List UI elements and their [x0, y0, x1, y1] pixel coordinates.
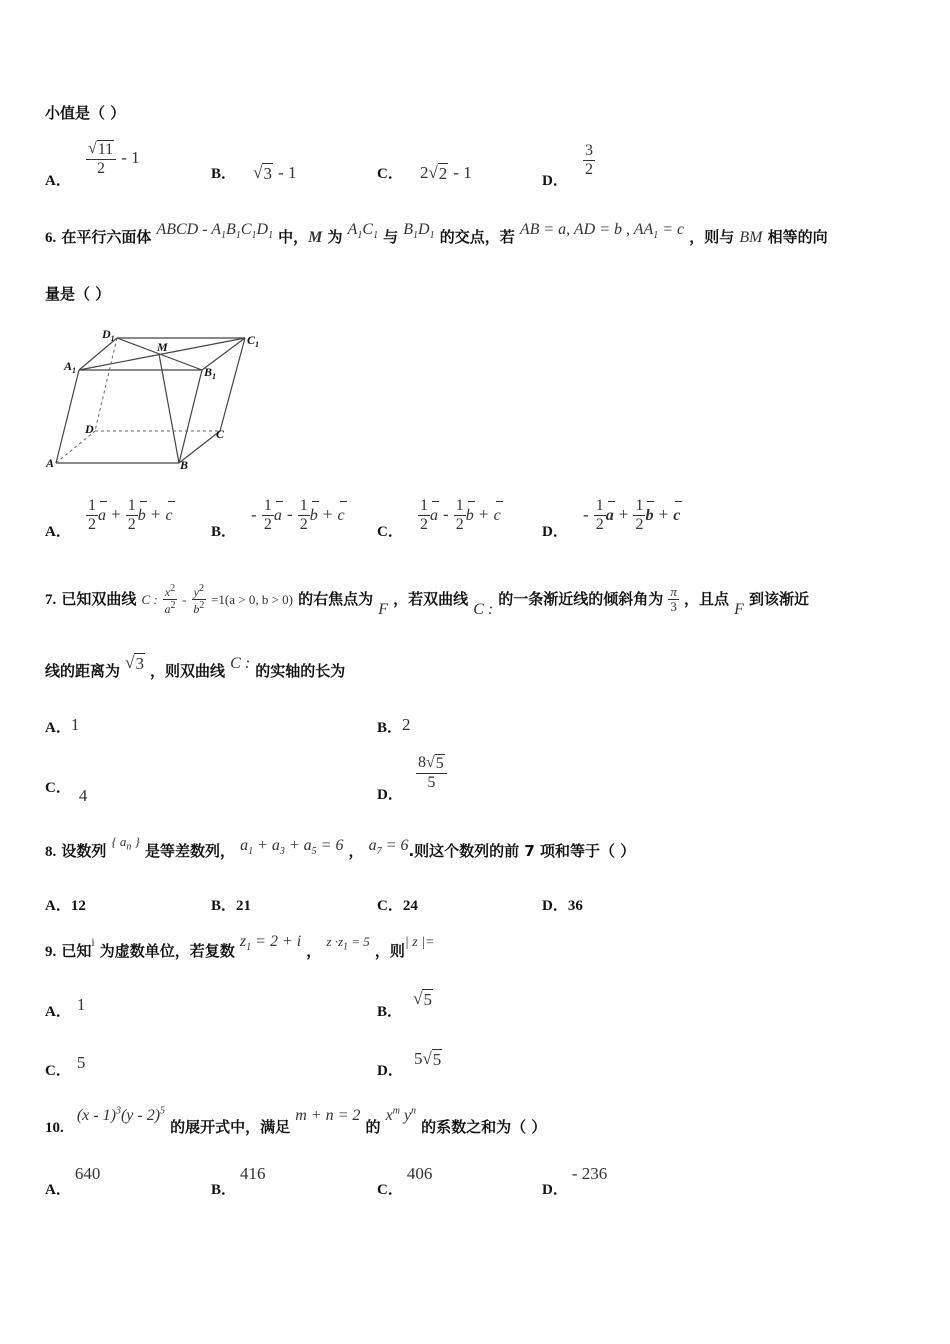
q6-option-b[interactable]: B． - $\frac{1}{2}$ a - $\frac{1}{2}$ b + c [211, 497, 345, 540]
q8-option-d[interactable]: D．36 [542, 898, 583, 914]
option-label: A． [45, 173, 71, 190]
label-a: A [46, 456, 55, 470]
q6-option-a[interactable]: A． $\frac{1}{2}$ a + $\frac{1}{2}$ b + c [45, 497, 173, 540]
label-b1: $B_1$ [204, 365, 217, 381]
edge-c1c [220, 338, 245, 431]
q10-option-a[interactable]: A．640 [45, 1164, 101, 1198]
label-c1: $C_1$ [247, 333, 260, 349]
edge-d1d-hidden [95, 338, 117, 431]
q8-option-a[interactable]: A．12 [45, 898, 86, 914]
label-d1: $D_1$ [102, 327, 115, 343]
edge-a1a [56, 370, 79, 463]
q7-stem: 7. 已知双曲线 C : $\frac{x^2}{a^2}$ - $\frac{y^2}{b^2}$ =1(a > 0, b > 0) 的右焦点为 F ，若双曲线 C : 的一条渐近线的倾斜角为 $\frac{\pi}{3}$ ，且点 F 到该渐近 [45, 583, 810, 619]
q6-option-c[interactable]: C． $\frac{1}{2}$ a - $\frac{1}{2}$ b + c [377, 497, 501, 540]
label-m: M [157, 340, 168, 354]
parallelepiped-figure [42, 325, 272, 475]
q9-option-a[interactable]: A． 1 [45, 995, 86, 1020]
label-c: C [216, 427, 225, 441]
q5-option-d[interactable]: D． $\frac{3}{2}$ [542, 142, 593, 189]
q6-stem-line2: 量是（ ） [45, 285, 111, 303]
q5-option-a[interactable]: A． √ 11 2 - 1 [45, 140, 140, 190]
label-d: D [85, 422, 94, 436]
q7-option-b[interactable]: B．2 [377, 715, 411, 736]
q10-option-d[interactable]: D．- 236 [542, 1164, 608, 1198]
q10-stem: 10. (x - 1)$^3$(y - 2)$^5$ 的展开式中，满足 m + n = 2 的 $x^m$ $y^n$ 的系数之和为（ ） [45, 1105, 547, 1136]
q7-option-d[interactable]: D． 8 √ 5 5 [377, 754, 447, 791]
q10-option-c[interactable]: C．406 [377, 1164, 433, 1198]
q5-option-c[interactable]: C． 2 √ 2 - 1 [377, 163, 472, 183]
q9-option-d[interactable]: D． 5 √ 5 [377, 1049, 442, 1079]
q7-stem-line2: 线的距离为 √ 3 ，则双曲线 C : 的实轴的长为 [45, 653, 346, 680]
q5-option-b[interactable]: B． √ 3 - 1 [211, 163, 297, 183]
q10-option-b[interactable]: B．416 [211, 1164, 266, 1198]
q8-stem: 8. 设数列 $^{\{ a_n \}}$ 是等差数列， $a_1 + a_3 + a_5 = 6$ ， $a_7 = 6$.则这个数列的前 7 项和等于（ ） [45, 834, 636, 860]
label-b: B [180, 458, 189, 472]
q6-option-d[interactable]: D． - $\frac{1}{2}$ a + $\frac{1}{2}$ b + c [542, 497, 681, 540]
edge-b1b [179, 370, 202, 463]
q9-option-c[interactable]: C． 5 [45, 1053, 86, 1079]
fraction: $\frac{3}{2}$ [584, 142, 593, 178]
q8-option-b[interactable]: B．21 [211, 898, 252, 914]
fraction: √ 11 2 [86, 140, 116, 177]
q5-stem-tail: 小值是（ ） [45, 104, 126, 122]
label-a1: $A_1$ [64, 359, 77, 375]
q9-option-b[interactable]: B． √ 5 [377, 989, 432, 1020]
q6-stem: 6. 在平行六面体 ABCD - $A_1B_1C_1D_1$ 中，M 为 $A_1C_1$ 与 $B_1D_1$ 的交点，若 AB = a, AD = b , $AA_1 = c$ ，则与 BM 相等的向 [45, 221, 828, 246]
q7-option-a[interactable]: A．1 [45, 715, 80, 736]
q8-option-c[interactable]: C．24 [377, 898, 418, 914]
q9-stem: 9. 已知i 为虚数单位，若复数 $z_1 = 2 + i$ ， $z \cdot z_1 = 5$ ，则| z |= [45, 933, 435, 960]
q7-option-c[interactable]: C． 4 [45, 780, 88, 805]
